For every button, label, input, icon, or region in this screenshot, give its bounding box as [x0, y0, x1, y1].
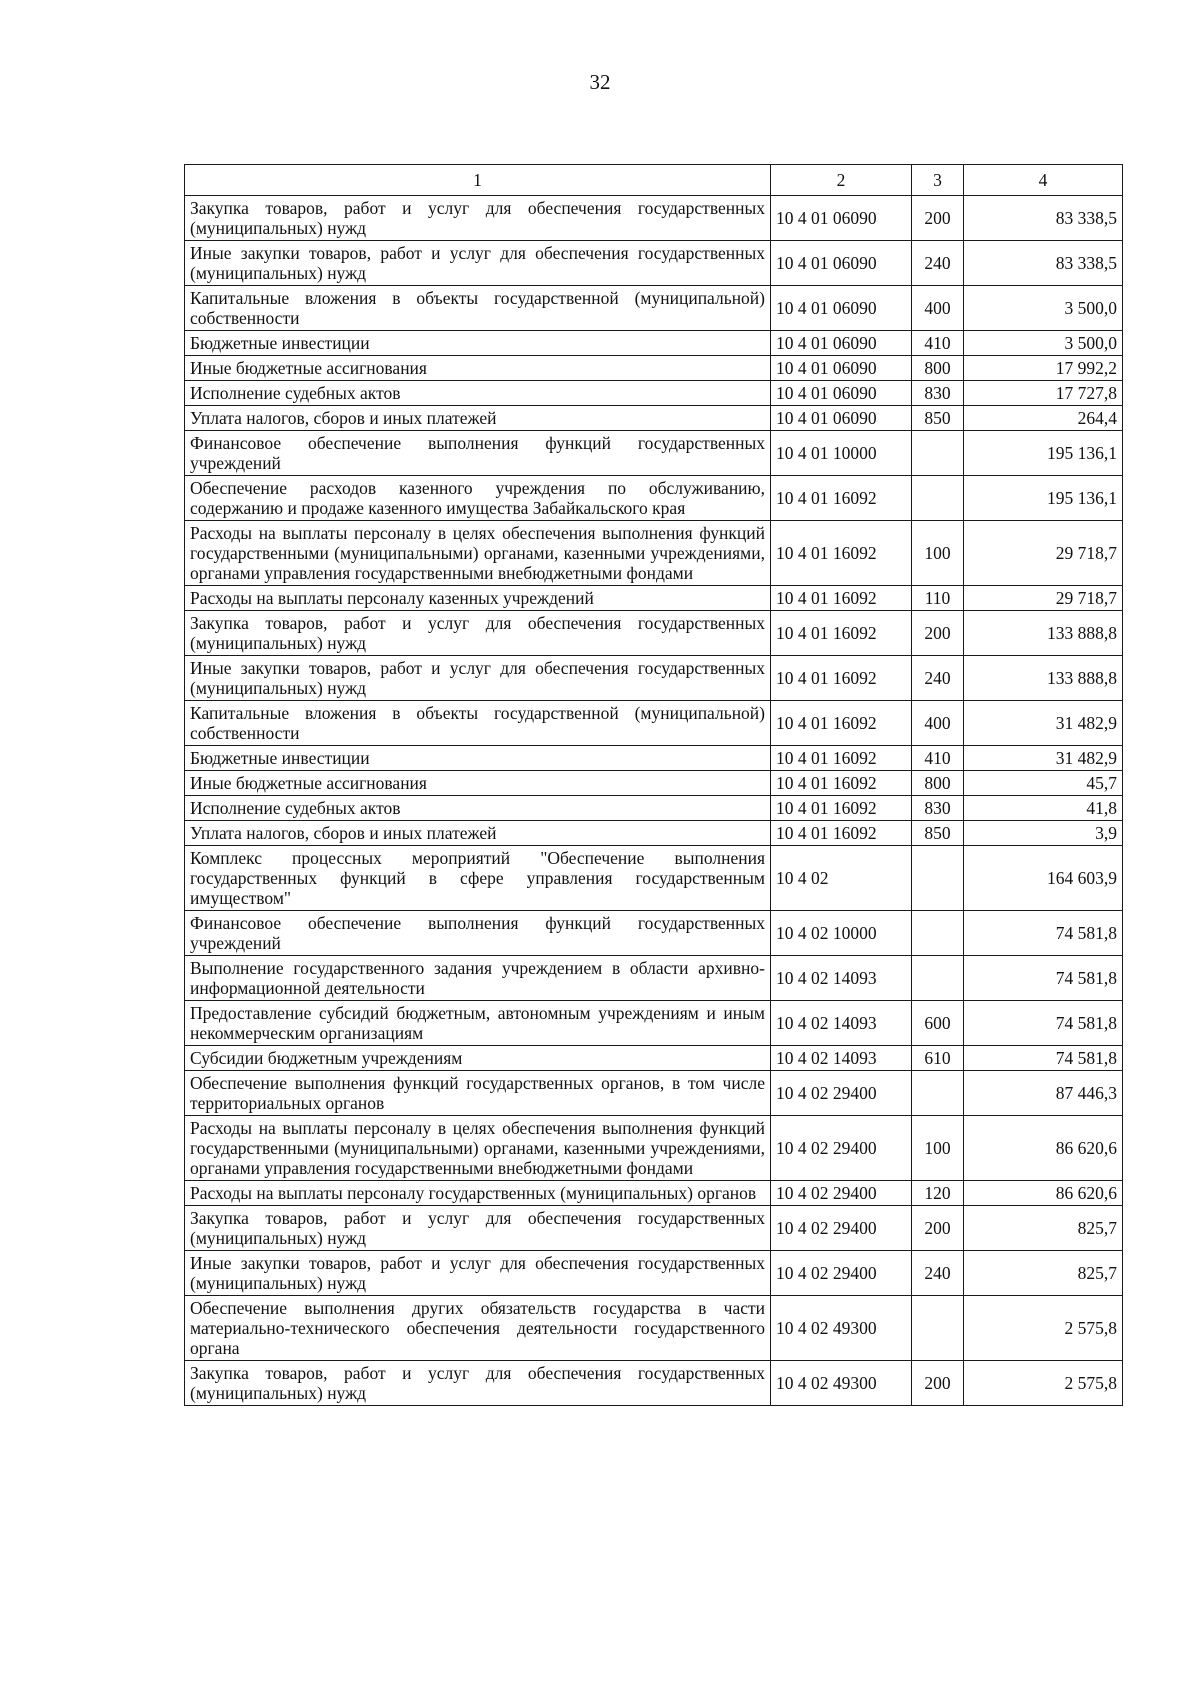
row-code: 10 4 02 49300 — [771, 1361, 912, 1406]
table-row — [185, 701, 1123, 746]
table-row — [185, 286, 1123, 331]
row-amount: 83 338,5 — [964, 241, 1123, 286]
row-code: 10 4 01 16092 — [771, 771, 912, 796]
row-amount: 17 992,2 — [964, 356, 1123, 381]
row-code: 10 4 01 16092 — [771, 476, 912, 521]
row-amount: 264,4 — [964, 406, 1123, 431]
row-amount: 825,7 — [964, 1251, 1123, 1296]
row-name: Бюджетные инвестиции — [185, 746, 771, 771]
row-name: Иные закупки товаров, работ и услуг для обеспечения государственных (муниципальных) нужд — [185, 656, 771, 701]
header-col-1: 1 — [185, 165, 771, 196]
row-amount: 133 888,8 — [964, 611, 1123, 656]
row-code: 10 4 02 10000 — [771, 911, 912, 956]
page-number: 32 — [589, 70, 611, 94]
row-name: Закупка товаров, работ и услуг для обеспечения государственных (муниципальных) нужд — [185, 1361, 771, 1406]
row-code: 10 4 01 06090 — [771, 286, 912, 331]
row-amount: 31 482,9 — [964, 746, 1123, 771]
row-expense-type: 600 — [912, 1001, 964, 1046]
row-name: Иные закупки товаров, работ и услуг для обеспечения государственных (муниципальных) нужд — [185, 1251, 771, 1296]
row-name: Бюджетные инвестиции — [185, 331, 771, 356]
row-code: 10 4 01 06090 — [771, 406, 912, 431]
table-row — [185, 521, 1123, 586]
table-row — [185, 1046, 1123, 1071]
row-name: Обеспечение выполнения функций государственных органов, в том числе территориальных органов — [185, 1071, 771, 1116]
row-expense-type: 120 — [912, 1181, 964, 1206]
row-name: Исполнение судебных актов — [185, 381, 771, 406]
row-name: Финансовое обеспечение выполнения функций государственных учреждений — [185, 431, 771, 476]
table-row — [185, 846, 1123, 911]
table-row — [185, 911, 1123, 956]
row-code: 10 4 02 14093 — [771, 956, 912, 1001]
table-body — [185, 196, 1123, 1406]
table-row — [185, 611, 1123, 656]
row-code: 10 4 02 14093 — [771, 1046, 912, 1071]
row-expense-type — [912, 911, 964, 956]
table-row — [185, 196, 1123, 241]
row-amount: 31 482,9 — [964, 701, 1123, 746]
row-amount: 74 581,8 — [964, 956, 1123, 1001]
row-code: 10 4 02 29400 — [771, 1206, 912, 1251]
row-amount: 86 620,6 — [964, 1181, 1123, 1206]
row-expense-type: 400 — [912, 701, 964, 746]
row-name: Обеспечение расходов казенного учреждения по обслуживанию, содержанию и продаже казенного имущества Забайкальского края — [185, 476, 771, 521]
row-code: 10 4 01 16092 — [771, 586, 912, 611]
row-amount: 74 581,8 — [964, 911, 1123, 956]
row-code: 10 4 01 16092 — [771, 821, 912, 846]
row-expense-type: 200 — [912, 196, 964, 241]
row-amount: 3 500,0 — [964, 286, 1123, 331]
table-row — [185, 331, 1123, 356]
row-expense-type: 800 — [912, 771, 964, 796]
row-code: 10 4 01 10000 — [771, 431, 912, 476]
budget-table — [184, 164, 1123, 1406]
table-row — [185, 656, 1123, 701]
row-name: Выполнение государственного задания учреждением в области архивно-информационной деятельности — [185, 956, 771, 1001]
row-name: Исполнение судебных актов — [185, 796, 771, 821]
row-code: 10 4 01 16092 — [771, 611, 912, 656]
table-row — [185, 356, 1123, 381]
row-expense-type: 830 — [912, 796, 964, 821]
row-name: Иные бюджетные ассигнования — [185, 356, 771, 381]
table-row — [185, 406, 1123, 431]
row-name: Обеспечение выполнения других обязательств государства в части материально-технического обеспечения деятельности государственного органа — [185, 1296, 771, 1361]
row-code: 10 4 02 29400 — [771, 1251, 912, 1296]
table-row — [185, 476, 1123, 521]
row-expense-type: 410 — [912, 746, 964, 771]
row-expense-type: 610 — [912, 1046, 964, 1071]
row-code: 10 4 02 29400 — [771, 1116, 912, 1181]
row-amount: 29 718,7 — [964, 586, 1123, 611]
row-expense-type: 110 — [912, 586, 964, 611]
table-row — [185, 771, 1123, 796]
row-name: Закупка товаров, работ и услуг для обеспечения государственных (муниципальных) нужд — [185, 1206, 771, 1251]
table-row — [185, 821, 1123, 846]
table-header-row — [185, 165, 1123, 196]
row-code: 10 4 01 06090 — [771, 196, 912, 241]
row-name: Уплата налогов, сборов и иных платежей — [185, 821, 771, 846]
row-code: 10 4 01 06090 — [771, 241, 912, 286]
row-expense-type: 100 — [912, 1116, 964, 1181]
header-col-2: 2 — [771, 165, 912, 196]
row-code: 10 4 02 29400 — [771, 1181, 912, 1206]
row-amount: 17 727,8 — [964, 381, 1123, 406]
row-expense-type: 830 — [912, 381, 964, 406]
row-name: Закупка товаров, работ и услуг для обеспечения государственных (муниципальных) нужд — [185, 196, 771, 241]
row-name: Предоставление субсидий бюджетным, автономным учреждениям и иным некоммерческим организациям — [185, 1001, 771, 1046]
row-amount: 86 620,6 — [964, 1116, 1123, 1181]
row-code: 10 4 01 06090 — [771, 381, 912, 406]
row-name: Закупка товаров, работ и услуг для обеспечения государственных (муниципальных) нужд — [185, 611, 771, 656]
row-amount: 74 581,8 — [964, 1001, 1123, 1046]
table-row — [185, 1361, 1123, 1406]
row-code: 10 4 01 06090 — [771, 331, 912, 356]
row-amount: 164 603,9 — [964, 846, 1123, 911]
table-row — [185, 586, 1123, 611]
row-amount: 195 136,1 — [964, 431, 1123, 476]
row-expense-type: 850 — [912, 406, 964, 431]
row-amount: 74 581,8 — [964, 1046, 1123, 1071]
table-row — [185, 1071, 1123, 1116]
table-row — [185, 1181, 1123, 1206]
row-expense-type: 410 — [912, 331, 964, 356]
row-expense-type: 100 — [912, 521, 964, 586]
row-name: Расходы на выплаты персоналу государственных (муниципальных) органов — [185, 1181, 771, 1206]
table-row — [185, 1206, 1123, 1251]
table-row — [185, 381, 1123, 406]
row-amount: 195 136,1 — [964, 476, 1123, 521]
header-col-4: 4 — [964, 165, 1123, 196]
row-code: 10 4 02 — [771, 846, 912, 911]
row-code: 10 4 02 49300 — [771, 1296, 912, 1361]
row-expense-type: 200 — [912, 1206, 964, 1251]
row-code: 10 4 02 29400 — [771, 1071, 912, 1116]
table-row — [185, 1001, 1123, 1046]
row-name: Финансовое обеспечение выполнения функций государственных учреждений — [185, 911, 771, 956]
row-code: 10 4 01 16092 — [771, 521, 912, 586]
row-amount: 29 718,7 — [964, 521, 1123, 586]
row-expense-type: 240 — [912, 656, 964, 701]
row-amount: 825,7 — [964, 1206, 1123, 1251]
row-amount: 83 338,5 — [964, 196, 1123, 241]
table-row — [185, 1116, 1123, 1181]
row-name: Иные бюджетные ассигнования — [185, 771, 771, 796]
row-name: Иные закупки товаров, работ и услуг для обеспечения государственных (муниципальных) нужд — [185, 241, 771, 286]
row-name: Расходы на выплаты персоналу в целях обеспечения выполнения функций государственными (муниципальными) органами, казенными учреждениями, органами управления государственными внебюджетными фондами — [185, 1116, 771, 1181]
row-amount: 87 446,3 — [964, 1071, 1123, 1116]
row-expense-type — [912, 846, 964, 911]
table-row — [185, 746, 1123, 771]
row-expense-type — [912, 476, 964, 521]
row-name: Комплекс процессных мероприятий "Обеспечение выполнения государственных функций в сфере управления государственным имуществом" — [185, 846, 771, 911]
row-code: 10 4 01 16092 — [771, 701, 912, 746]
row-expense-type — [912, 956, 964, 1001]
table-row — [185, 796, 1123, 821]
row-name: Расходы на выплаты персоналу в целях обеспечения выполнения функций государственными (муниципальными) органами, казенными учреждениями, органами управления государственными внебюджетными фондами — [185, 521, 771, 586]
row-expense-type: 240 — [912, 241, 964, 286]
row-expense-type: 800 — [912, 356, 964, 381]
row-amount: 3 500,0 — [964, 331, 1123, 356]
row-amount: 133 888,8 — [964, 656, 1123, 701]
row-name: Капитальные вложения в объекты государственной (муниципальной) собственности — [185, 286, 771, 331]
row-amount: 2 575,8 — [964, 1296, 1123, 1361]
table-row — [185, 1251, 1123, 1296]
row-expense-type — [912, 431, 964, 476]
row-name: Капитальные вложения в объекты государственной (муниципальной) собственности — [185, 701, 771, 746]
row-expense-type: 400 — [912, 286, 964, 331]
table-row — [185, 956, 1123, 1001]
row-name: Уплата налогов, сборов и иных платежей — [185, 406, 771, 431]
table-row — [185, 431, 1123, 476]
row-code: 10 4 01 06090 — [771, 356, 912, 381]
row-expense-type: 200 — [912, 1361, 964, 1406]
row-amount: 3,9 — [964, 821, 1123, 846]
row-expense-type — [912, 1296, 964, 1361]
row-name: Расходы на выплаты персоналу казенных учреждений — [185, 586, 771, 611]
row-expense-type: 200 — [912, 611, 964, 656]
row-name: Субсидии бюджетным учреждениям — [185, 1046, 771, 1071]
row-expense-type: 240 — [912, 1251, 964, 1296]
row-amount: 2 575,8 — [964, 1361, 1123, 1406]
header-col-3: 3 — [912, 165, 964, 196]
row-code: 10 4 01 16092 — [771, 796, 912, 821]
row-code: 10 4 02 14093 — [771, 1001, 912, 1046]
table-row — [185, 1296, 1123, 1361]
row-amount: 41,8 — [964, 796, 1123, 821]
row-code: 10 4 01 16092 — [771, 656, 912, 701]
row-code: 10 4 01 16092 — [771, 746, 912, 771]
row-expense-type — [912, 1071, 964, 1116]
table-row — [185, 241, 1123, 286]
row-expense-type: 850 — [912, 821, 964, 846]
row-amount: 45,7 — [964, 771, 1123, 796]
